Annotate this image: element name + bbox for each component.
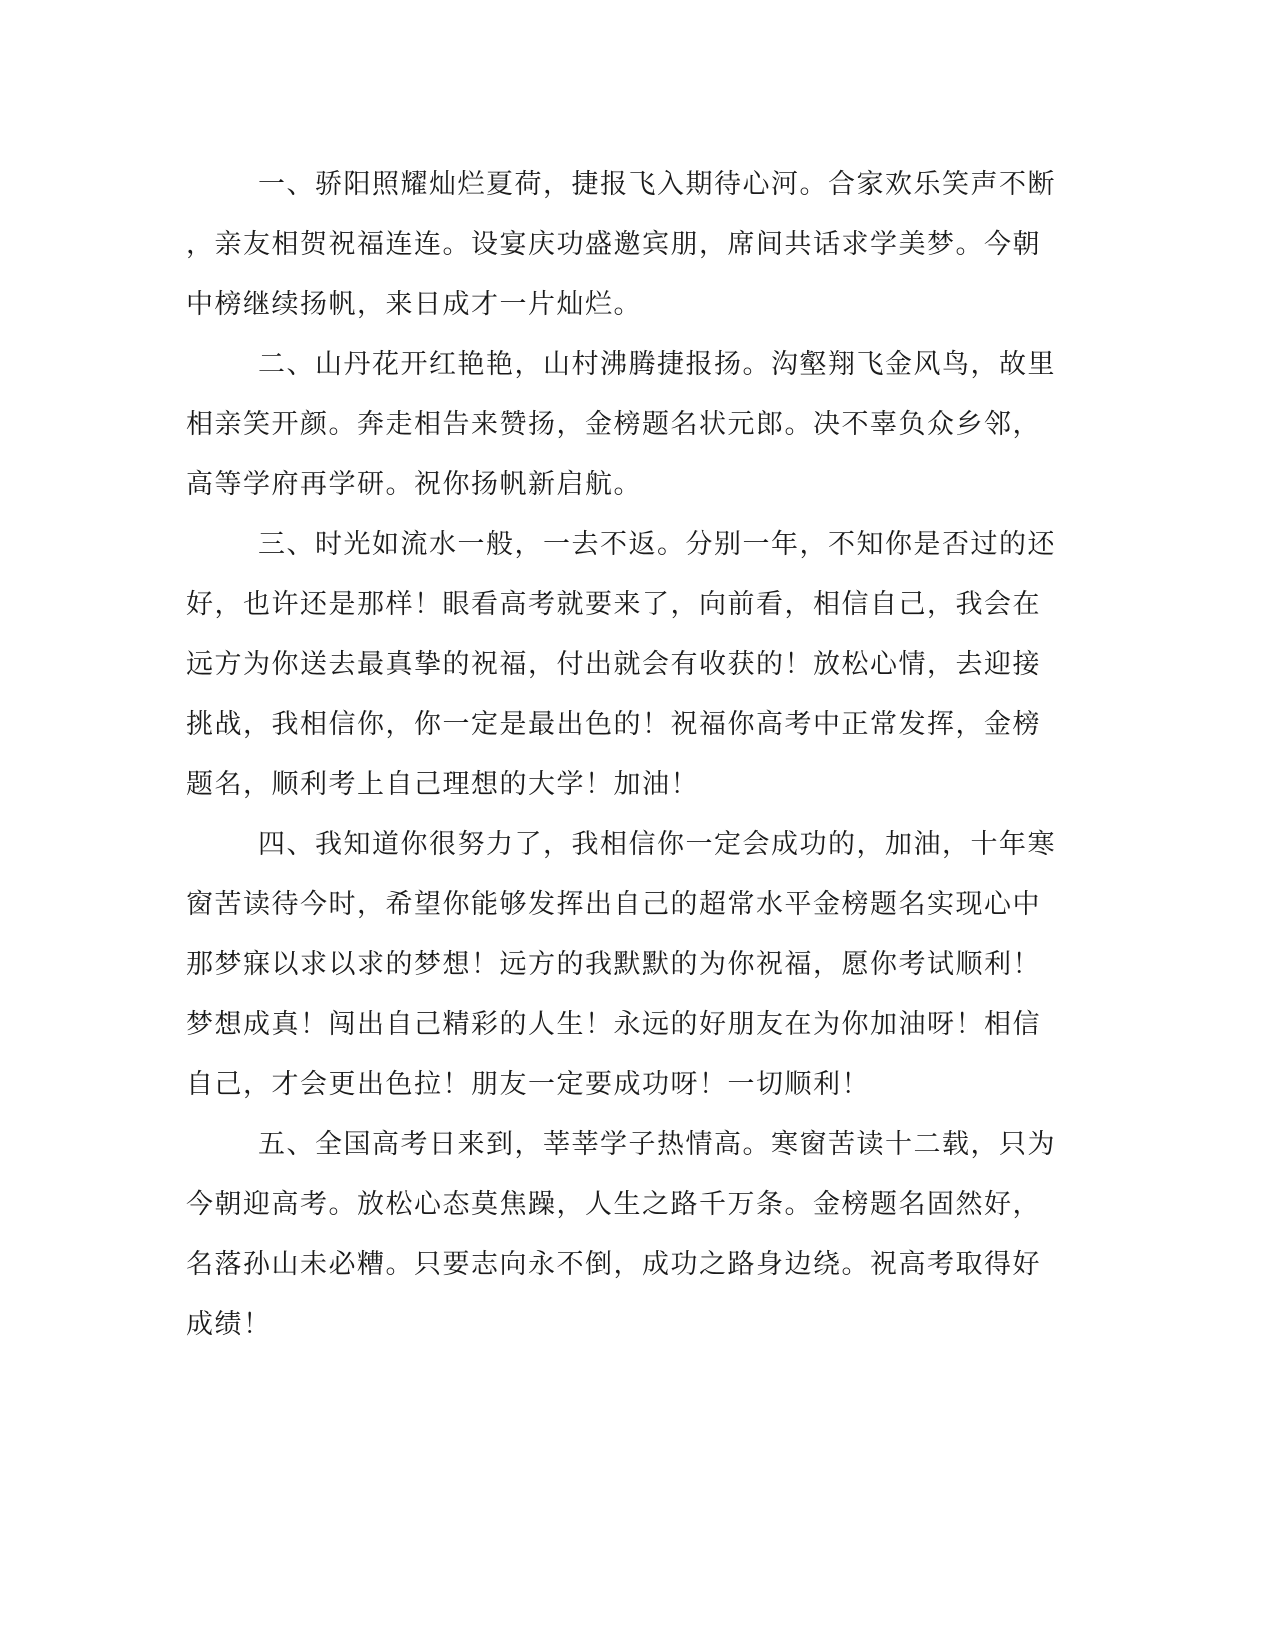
document-body xyxy=(186,155,1086,1355)
paragraph-line: 四、我知道你很努力了，我相信你一定会成功的，加油，十年寒 xyxy=(258,829,1056,860)
paragraph-line: 题名，顺利考上自己理想的大学！加油！ xyxy=(186,769,699,800)
paragraph-line: ，亲友相贺祝福连连。设宴庆功盛邀宾朋，席间共话求学美梦。今朝 xyxy=(186,229,1041,260)
paragraph-line: 中榜继续扬帆，来日成才一片灿烂。 xyxy=(186,289,642,320)
paragraph-line: 好，也许还是那样！眼看高考就要来了，向前看，相信自己，我会在 xyxy=(186,589,1041,620)
paragraph-4 xyxy=(186,815,1086,1115)
paragraph-line: 远方为你送去最真挚的祝福，付出就会有收获的！放松心情，去迎接 xyxy=(186,649,1041,680)
paragraph-line: 高等学府再学研。祝你扬帆新启航。 xyxy=(186,469,642,500)
paragraph-3 xyxy=(186,515,1086,815)
paragraph-2 xyxy=(186,335,1086,515)
paragraph-line: 二、山丹花开红艳艳，山村沸腾捷报扬。沟壑翔飞金风鸟，故里 xyxy=(258,349,1056,380)
paragraph-1 xyxy=(186,155,1086,335)
paragraph-line: 自己，才会更出色拉！朋友一定要成功呀！一切顺利！ xyxy=(186,1069,870,1100)
paragraph-line: 窗苦读待今时，希望你能够发挥出自己的超常水平金榜题名实现心中 xyxy=(186,889,1041,920)
paragraph-line: 梦想成真！闯出自己精彩的人生！永远的好朋友在为你加油呀！相信 xyxy=(186,1009,1041,1040)
paragraph-line: 一、骄阳照耀灿烂夏荷，捷报飞入期待心河。合家欢乐笑声不断 xyxy=(258,169,1056,200)
paragraph-5 xyxy=(186,1115,1086,1355)
paragraph-line: 那梦寐以求以求的梦想！远方的我默默的为你祝福，愿你考试顺利！ xyxy=(186,949,1041,980)
paragraph-line: 相亲笑开颜。奔走相告来赞扬，金榜题名状元郎。决不辜负众乡邻， xyxy=(186,409,1041,440)
paragraph-line: 挑战，我相信你，你一定是最出色的！祝福你高考中正常发挥，金榜 xyxy=(186,709,1041,740)
paragraph-line: 今朝迎高考。放松心态莫焦躁，人生之路千万条。金榜题名固然好， xyxy=(186,1189,1041,1220)
paragraph-line: 成绩！ xyxy=(186,1309,272,1340)
paragraph-line: 名落孙山未必糟。只要志向永不倒，成功之路身边绕。祝高考取得好 xyxy=(186,1249,1041,1280)
paragraph-line: 五、全国高考日来到，莘莘学子热情高。寒窗苦读十二载，只为 xyxy=(258,1129,1056,1160)
paragraph-line: 三、时光如流水一般，一去不返。分别一年，不知你是否过的还 xyxy=(258,529,1056,560)
